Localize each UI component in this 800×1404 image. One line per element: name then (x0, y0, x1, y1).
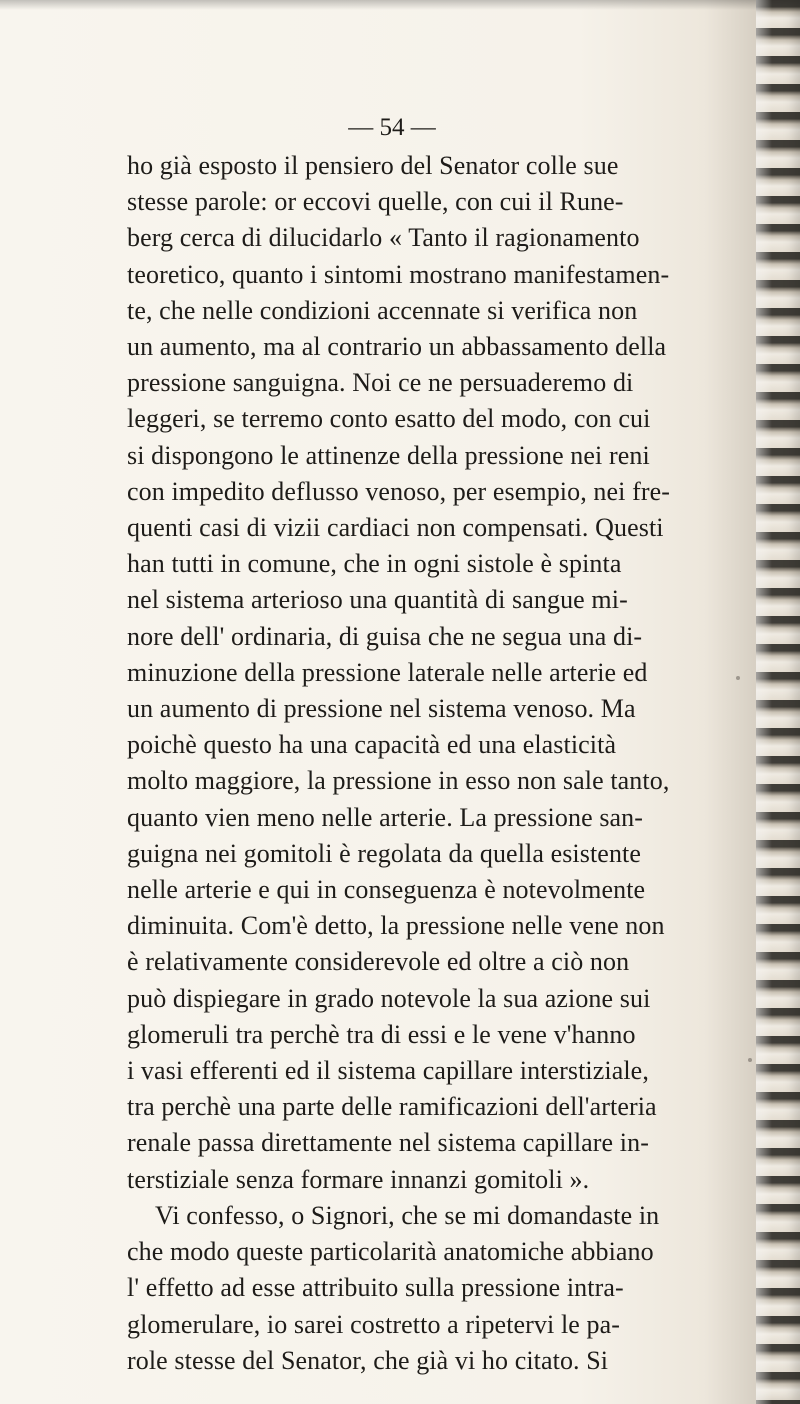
text-line-34: role stesse del Senator, che già vi ho citato. Si (127, 1345, 609, 1375)
scan-top-shadow (0, 0, 800, 10)
book-binding-edge (756, 0, 800, 1404)
text-line-2: stesse parole: or eccovi quelle, con cui il Rune- (127, 187, 624, 217)
body-text (127, 148, 716, 1379)
text-line-10: con impedito deflusso venoso, per esempio, nei fre- (127, 476, 671, 506)
text-line-22: diminuita. Com'è detto, la pressione nelle vene non (127, 911, 665, 941)
text-line-15: minuzione della pressione laterale nelle arterie ed (127, 657, 648, 687)
text-line-14: nore dell' ordinaria, di guisa che ne segua una di- (127, 621, 643, 651)
page-number: — 54 — (348, 114, 436, 141)
text-line-29: terstiziale senza formare innanzi gomitoli ». (127, 1164, 590, 1194)
paper-speck (748, 1058, 752, 1062)
text-line-30: Vi confesso, o Signori, che se mi domandaste in (155, 1200, 660, 1230)
text-line-33: glomerulare, io sarei costretto a ripetervi le pa- (127, 1309, 621, 1339)
text-line-12: han tutti in comune, che in ogni sistole è spinta (127, 549, 622, 579)
paper-speck (736, 676, 740, 680)
text-line-27: tra perchè una parte delle ramificazioni dell'arteria (127, 1092, 657, 1122)
text-line-17: poichè questo ha una capacità ed una elasticità (127, 730, 617, 760)
text-line-5: te, che nelle condizioni accennate si verifica non (127, 295, 638, 325)
text-line-24: può dispiegare in grado notevole la sua azione sui (127, 983, 651, 1013)
text-line-25: glomeruli tra perchè tra di essi e le vene v'hanno (127, 1019, 636, 1049)
text-line-1: ho già esposto il pensiero del Senator colle sue (127, 151, 619, 180)
text-line-3: berg cerca di dilucidarlo « Tanto il ragionamento (127, 223, 640, 253)
text-line-7: pressione sanguigna. Noi ce ne persuaderemo di (127, 368, 634, 398)
text-line-9: si dispongono le attinenze della pressione nei reni (127, 440, 650, 470)
text-line-26: i vasi efferenti ed il sistema capillare interstiziale, (127, 1056, 649, 1086)
text-line-28: renale passa direttamente nel sistema capillare in- (127, 1128, 649, 1158)
text-line-11: quenti casi di vizii cardiaci non compensati. Questi (127, 513, 664, 543)
text-line-32: l' effetto ad esse attribuito sulla pressione intra- (127, 1273, 624, 1303)
text-line-18: molto maggiore, la pressione in esso non sale tanto, (127, 766, 670, 796)
text-line-21: nelle arterie e qui in conseguenza è notevolmente (127, 875, 646, 905)
text-line-20: guigna nei gomitoli è regolata da quella esistente (127, 838, 642, 868)
text-line-4: teoretico, quanto i sintomi mostrano manifestamen- (127, 259, 670, 289)
text-line-23: è relativamente considerevole ed oltre a ciò non (127, 947, 630, 977)
text-line-16: un aumento di pressione nel sistema venoso. Ma (127, 694, 636, 724)
text-line-31: che modo queste particolarità anatomiche abbiano (127, 1237, 654, 1267)
text-line-8: leggeri, se terremo conto esatto del modo, con cui (127, 404, 651, 434)
text-line-19: quanto vien meno nelle arterie. La pressione san- (127, 802, 644, 832)
text-line-6: un aumento, ma al contrario un abbassamento della (127, 332, 667, 362)
text-line-13: nel sistema arterioso una quantità di sangue mi- (127, 585, 628, 615)
